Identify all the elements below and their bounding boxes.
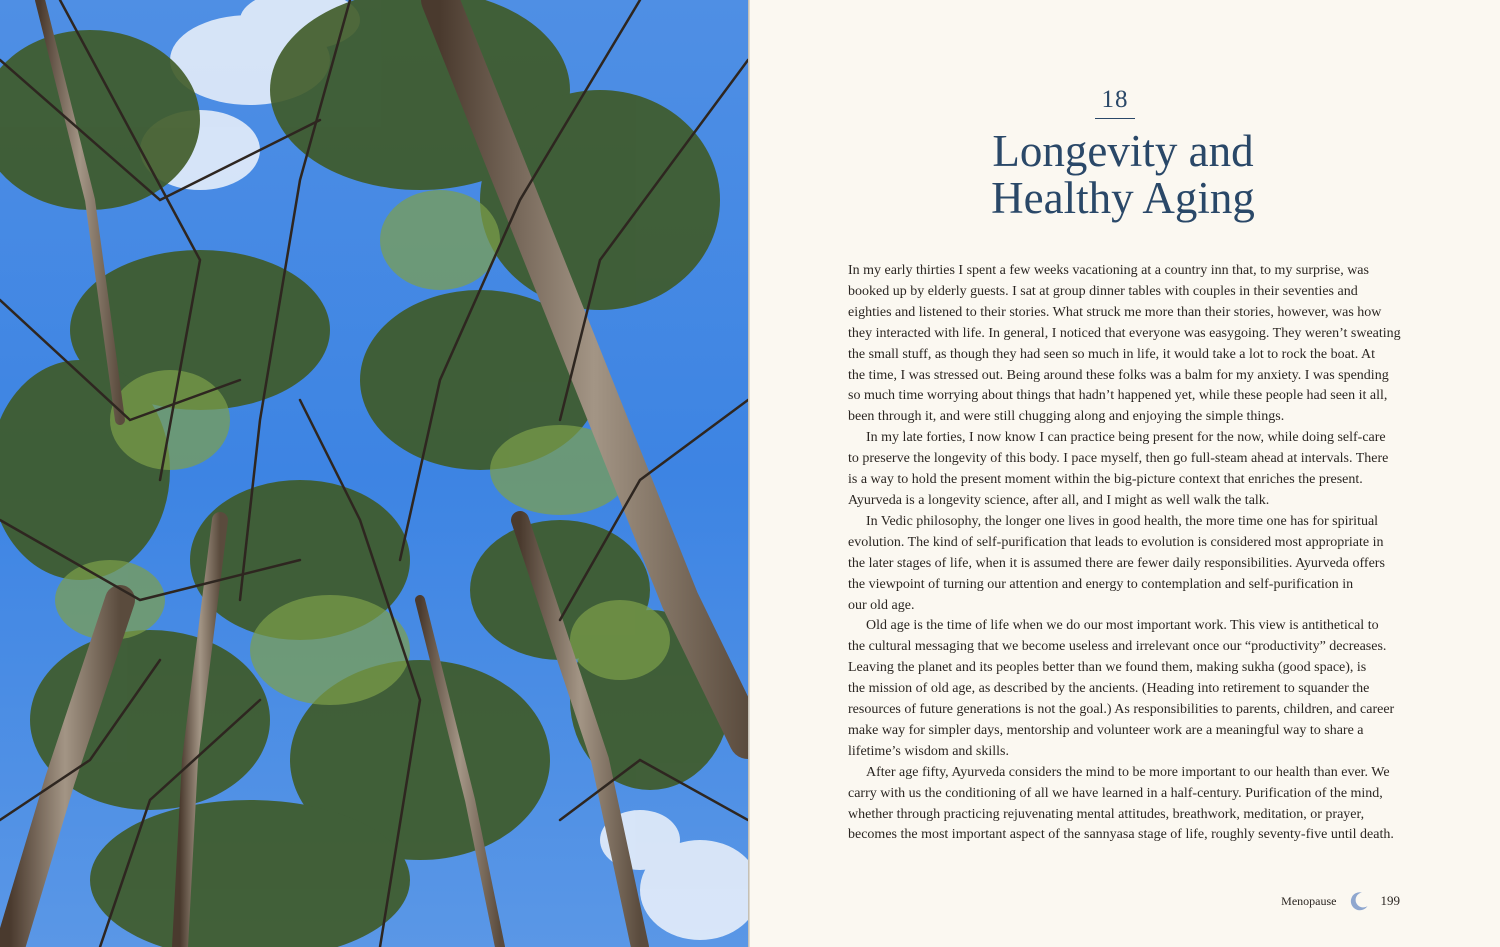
chapter-number-underline [1095,118,1135,119]
body-line: the small stuff, as though they had seen so much in life, it would take a lot to rock the boat. At [848,346,1375,362]
body-line: Leaving the planet and its peoples better than we found them, making sukha (good space), is [848,660,1367,676]
body-line: the cultural messaging that we become useless and irrelevant once our “productivity” decreases. [848,639,1387,655]
body-line: lifetime’s wisdom and skills. [848,743,1009,759]
body-line: carry with us the conditioning of all we have learned in a half-century. Purification of the mind, [848,785,1383,801]
tree-canopy-illustration [0,0,748,947]
body-line: the mission of old age, as described by the ancients. (Heading into retirement to squander the [848,681,1370,697]
body-line: booked up by elderly guests. I sat at group dinner tables with couples in their seventies and [848,283,1358,299]
body-line: is a way to hold the present moment within the big-picture context that enriches the present. [848,472,1363,488]
body-line: In Vedic philosophy, the longer one lives in good health, the more time one has for spiritual [866,513,1379,529]
body-line: Ayurveda is a longevity science, after all, and I might as well walk the talk. [848,492,1270,508]
body-line: becomes the most important aspect of the sannyasa stage of life, roughly seventy-five until death. [848,827,1394,843]
running-footer-section: Menopause [1281,893,1337,908]
body-line: they interacted with life. In general, I noticed that everyone was easygoing. They weren’t sweating [848,325,1401,341]
body-line: eighties and listened to their stories. What struck me more than their stories, however, was how [848,304,1382,320]
body-line: evolution. The kind of self-purification that leads to evolution is considered most appropriate in [848,534,1384,550]
page-footer [1270,889,1400,913]
book-page: 18 Longevity and Healthy Aging In my early thirties I spent a few weeks vacationing at a country inn that, to my surprise, was booked up by elderly guests. I sat at group dinner tables with couples in their seventies and eighties and listened to their stories. What struck me more than their stories, however, was how they interacted with life. In general, I noticed that everyone was easygoing. They weren’t sweating the small stuff, as though they had seen so much in life, it would take a lot to rock the boat. At the time, I was stressed out. Being around these folks was a balm for my anxiety. I was spending so much time worrying about things that hadn’t happened yet, while these people had seen it all, been through it, and were still chugging along and enjoying the simple things. In my late forties, I now know I can practice being present for the now, while doing self-care to preserve the longevity of this body. I pace myself, then go full-steam ahead at intervals. There is a way to hold the present moment within the big-picture context that enriches the present. Ayurveda is a longevity science, after all, and I might as well walk the talk. In Vedic philosophy, the longer one lives in good health, the more time one has for spiritual evolution. The kind of self-purification that leads to evolution is considered most appropriate in the later stages of life, when it is assumed there are fewer daily responsibilities. Ayurveda offers the viewpoint of turning our attention and energy to contemplation and self-purification in our old age. Old age is the time of life when we do our most important work. This view is antithetical to the cultural messaging that we become useless and irrelevant once our “productivity” decreases. Leaving the planet and its peoples better than we found them, making sukha (good space), is the mission of old age, as described by the ancients. (Heading into retirement to squander the resources of future generations is not the goal.) As responsibilities to parents, children, and career make way for simpler days, mentorship and volunteer work are a meaningful way to share a lifetime’s wisdom and skills. After age fifty, Ayurveda considers the mind to be more important to our health than ever. We carry with us the conditioning of all we have learned in a half-century. Purification of the mind, whether through practicing rejuvenating mental attitudes, breathwork, meditation, or prayer, becomes the most important aspect of the sannyasa stage of life, roughly seventy-five until death. Menopause 199 [750,0,1500,947]
body-line: In my early thirties I spent a few weeks vacationing at a country inn that, to my surprise, was [848,263,1369,278]
body-line: whether through practicing rejuvenating mental attitudes, breathwork, meditation, or prayer, [848,806,1365,822]
crescent-moon-icon [1349,891,1369,911]
body-line: the later stages of life, when it is assumed there are fewer daily responsibilities. Ayurveda offers [848,555,1385,571]
body-line: make way for simpler days, mentorship and volunteer work are a meaningful way to share a [848,722,1364,738]
body-line: the viewpoint of turning our attention and energy to contemplation and self-purification in [848,576,1354,592]
body-line: resources of future generations is not the goal.) As responsibilities to parents, children, and career [848,702,1395,718]
chapter-title-line-1: Longevity and [992,126,1254,176]
body-line: so much time worrying about things that hadn’t happened yet, while these people had seen it all, [848,388,1388,404]
tree-canopy-photo [0,0,748,947]
chapter-title [930,128,1316,222]
page-number: 199 [1380,893,1400,908]
body-line: the time, I was stressed out. Being around these folks was a balm for my anxiety. I was spending [848,367,1389,383]
body-line: Old age is the time of life when we do our most important work. This view is antithetical to [866,618,1379,634]
body-line: been through it, and were still chugging along and enjoying the simple things. [848,409,1285,425]
body-line: In my late forties, I now know I can practice being present for the now, while doing self-care [866,430,1386,446]
body-line: to preserve the longevity of this body. I pace myself, then go full-steam ahead at intervals. There [848,451,1389,467]
body-text [848,261,1402,846]
body-line: our old age. [848,597,915,613]
chapter-title-line-2: Healthy Aging [991,173,1255,223]
body-line: After age fifty, Ayurveda considers the mind to be more important to our health than ever. We [866,764,1390,780]
